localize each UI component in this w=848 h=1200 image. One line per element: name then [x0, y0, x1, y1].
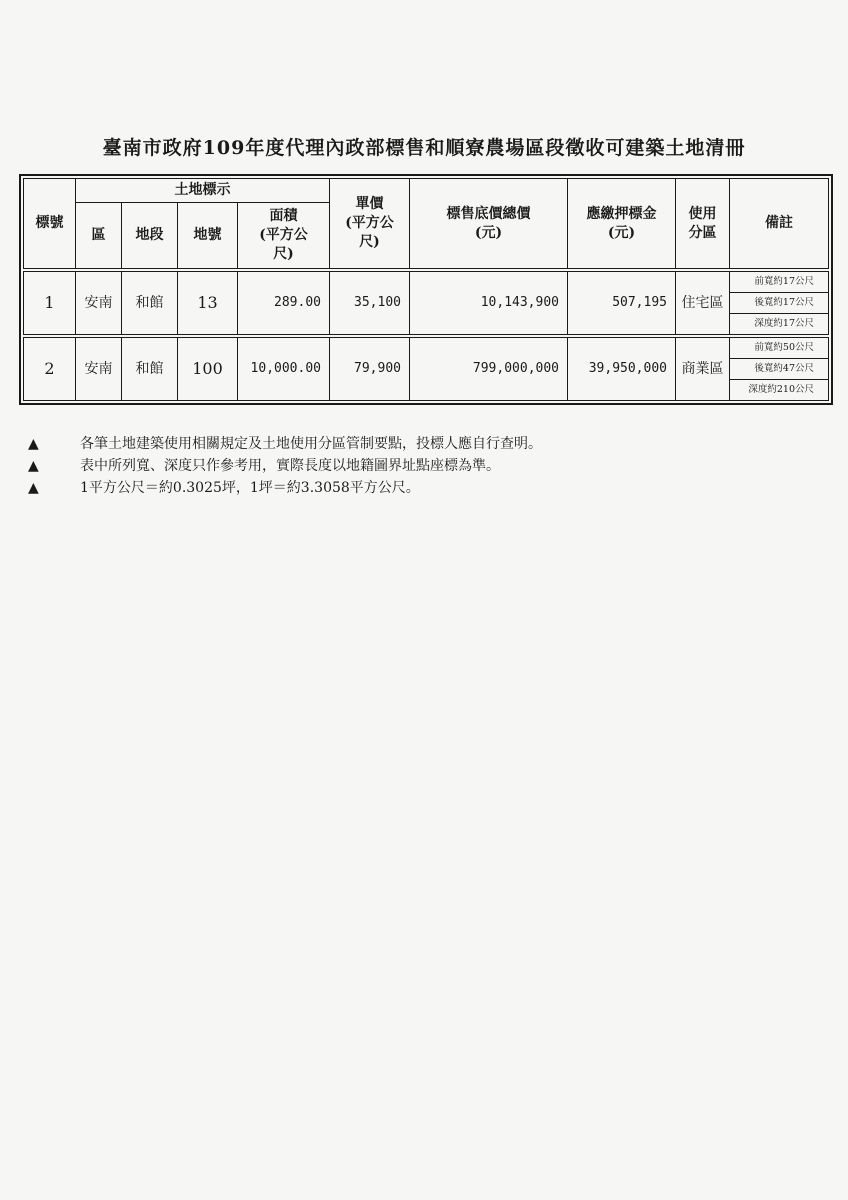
- cell-deposit: 39,950,000: [568, 338, 676, 401]
- cell-district: 安南: [76, 272, 122, 335]
- header-district: 區: [76, 203, 122, 269]
- cell-area: 10,000.00: [238, 338, 330, 401]
- cell-zoning: 商業區: [676, 338, 730, 401]
- cell-remark-back-width: 後寬約47公尺: [730, 359, 829, 380]
- header-deposit: 應繳押標金 (元): [568, 179, 676, 269]
- cell-area: 289.00: [238, 272, 330, 335]
- list-item: [28, 455, 808, 477]
- header-land-label: 土地標示: [76, 179, 330, 203]
- note-text: 1平方公尺＝約0.3025坪，1坪＝約3.3058平方公尺。: [80, 480, 420, 496]
- table-row: [24, 272, 829, 293]
- cell-unit-price: 79,900: [330, 338, 410, 401]
- cell-remark-depth: 深度約210公尺: [730, 380, 829, 401]
- header-total-price: 標售底價總價 (元): [410, 179, 568, 269]
- header-zoning: 使用 分區: [676, 179, 730, 269]
- triangle-bullet-icon: ▲: [28, 480, 39, 496]
- cell-lot-no: 2: [24, 338, 76, 401]
- cell-remark-back-width: 後寬約17公尺: [730, 293, 829, 314]
- cell-zoning: 住宅區: [676, 272, 730, 335]
- header-unit-price: 單價 (平方公 尺): [330, 179, 410, 269]
- cell-total-price: 10,143,900: [410, 272, 568, 335]
- cell-section: 和館: [122, 272, 178, 335]
- triangle-bullet-icon: ▲: [28, 436, 39, 452]
- header-parcel: 地號: [178, 203, 238, 269]
- table-row: [24, 338, 829, 359]
- header-area: 面積 (平方公 尺): [238, 203, 330, 269]
- header-section: 地段: [122, 203, 178, 269]
- note-text: 表中所列寬、深度只作參考用，實際長度以地籍圖界址點座標為準。: [80, 458, 500, 474]
- triangle-bullet-icon: ▲: [28, 458, 39, 474]
- cell-parcel: 100: [178, 338, 238, 401]
- header-remarks: 備註: [730, 179, 829, 269]
- header-lot-no: 標號: [24, 179, 76, 269]
- notes-list: [28, 433, 808, 499]
- list-item: [28, 477, 808, 499]
- land-list-table: [19, 174, 833, 405]
- page-title: 臺南市政府109年度代理內政部標售和順寮農場區段徵收可建築土地清冊: [102, 137, 746, 159]
- cell-remark-front-width: 前寬約17公尺: [730, 272, 829, 293]
- cell-remark-depth: 深度約17公尺: [730, 314, 829, 335]
- cell-parcel: 13: [178, 272, 238, 335]
- list-item: [28, 433, 808, 455]
- cell-total-price: 799,000,000: [410, 338, 568, 401]
- cell-unit-price: 35,100: [330, 272, 410, 335]
- note-text: 各筆土地建築使用相關規定及土地使用分區管制要點，投標人應自行查明。: [80, 436, 542, 452]
- cell-deposit: 507,195: [568, 272, 676, 335]
- cell-section: 和館: [122, 338, 178, 401]
- cell-remark-front-width: 前寬約50公尺: [730, 338, 829, 359]
- cell-district: 安南: [76, 338, 122, 401]
- cell-lot-no: 1: [24, 272, 76, 335]
